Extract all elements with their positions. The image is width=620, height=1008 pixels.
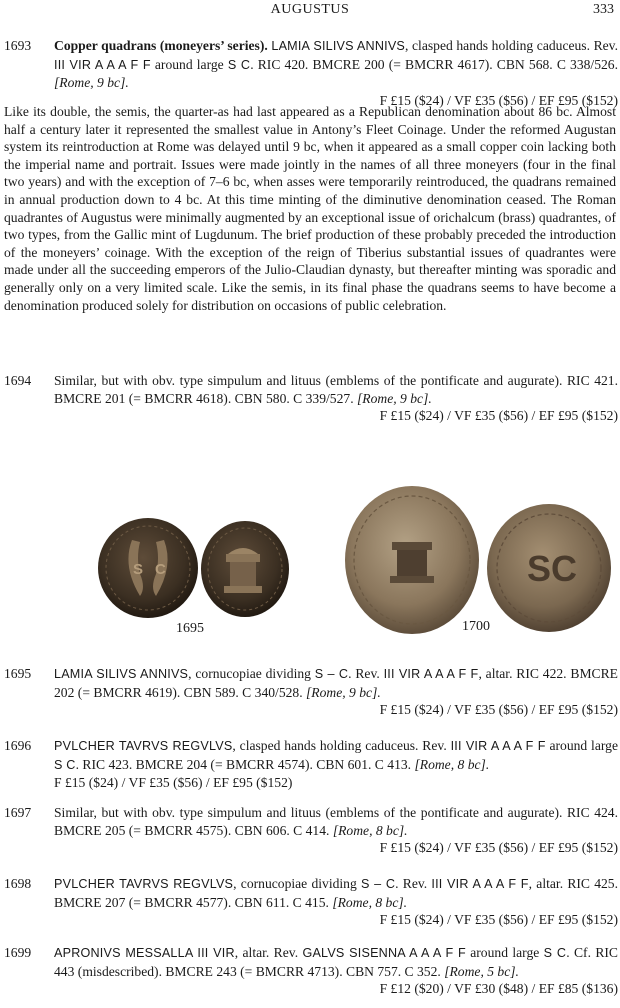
price-line: F £15 ($24) / VF £35 ($56) / EF £95 ($152) [379, 702, 618, 718]
entry-text: , cornucopiae dividing [233, 876, 361, 891]
entry-title: Copper quadrans (moneyers’ series). [54, 38, 268, 53]
entry-text: . Rev. [348, 666, 384, 681]
coin-1695-reverse [201, 521, 289, 617]
price-line: F £15 ($24) / VF £35 ($56) / EF £95 ($152) [379, 408, 618, 424]
entry-description [54, 875, 618, 929]
altar-icon [226, 554, 260, 562]
reverse-legend: III VIR A A A F F [54, 57, 151, 72]
entry-number: 1698 [4, 876, 32, 891]
entry-number: 1697 [4, 805, 32, 820]
entry-text: . RIC 423. BMCRE 204 (= BMCRR 4574). CBN 601. C 413. [75, 756, 415, 772]
price-line: F £12 ($20) / VF £30 ($48) / EF £85 ($136) [379, 981, 618, 997]
coin-1695-obverse [98, 518, 198, 618]
reverse-legend: III VIR A A A F F [450, 739, 546, 753]
entry-text: , clasped hands holding caduceus. Rev. [405, 38, 618, 53]
obverse-legend: PVLCHER TAVRVS REGVLVS [54, 739, 233, 753]
entry-text: Similar, but with obv. type simpulum and lituus (emblems of the pontificate and augurate). RIC 421. BMCRE 201 (= BMCRR 4618). CBN 580. C 339/527. [54, 373, 618, 406]
mint-date: [Rome, 8 bc]. [414, 756, 490, 772]
mint-date: [Rome, 8 bc]. [332, 894, 408, 910]
svg-text:S: S [133, 561, 144, 578]
obverse-legend: LAMIA SILIVS ANNIVS [54, 667, 189, 681]
mint-date: [Rome, 5 bc]. [444, 963, 519, 979]
reverse-legend: GALVS SISENNA A A A F F [302, 946, 466, 960]
entry-text: , cornucopiae dividing [188, 666, 315, 681]
entry-number: 1696 [4, 738, 32, 753]
mint-date: [Rome, 8 bc]. [332, 822, 408, 838]
mint-date: [Rome, 9 bc]. [306, 684, 381, 700]
entry-text: . RIC 420. BMCRE 200 (= BMCRR 4617). CBN 568. C 338/526. [250, 56, 618, 72]
price-line: F £15 ($24) / VF £35 ($56) / EF £95 ($152) [379, 92, 618, 108]
page-header [0, 0, 620, 20]
entry-description [54, 804, 618, 857]
entry-text: , altar. RIC 425. BMCRE 207 (= BMCRR 4577). CBN 611. C 415. [54, 876, 618, 910]
entry-text: , altar. RIC 422. BMCRE 202 (= BMCRR 4619). CBN 589. C 340/528. [54, 666, 618, 700]
entry-description [54, 737, 618, 792]
price-line: F £15 ($24) / VF £35 ($56) / EF £95 ($152) [54, 775, 293, 791]
reverse-legend: III VIR A A A F F [383, 667, 479, 681]
entry-text: around large [545, 738, 618, 753]
entry-description [54, 665, 618, 719]
catalogue-entry-1693 [4, 37, 618, 109]
entry-number: 1699 [4, 945, 32, 960]
field-legend: S – C [314, 667, 349, 681]
entry-text: Similar, but with obv. type simpulum and lituus (emblems of the pontificate and augurate). RIC 424. BMCRE 205 (= BMCRR 4575). CBN 606. C 414. [54, 805, 618, 838]
entry-number: 1695 [4, 666, 32, 681]
running-title: AUGUSTUS [270, 2, 350, 17]
obverse-legend: PVLCHER TAVRVS REGVLVS [54, 877, 234, 891]
coin-label-1695: 1695 [176, 621, 204, 636]
catalogue-entry-1696 [4, 737, 618, 792]
mint-date: [Rome, 9 bc]. [357, 390, 432, 406]
sc-legend: S C [227, 57, 251, 72]
mint-date: [Rome, 9 bc]. [54, 75, 129, 91]
entry-description [54, 37, 618, 109]
entry-text: around large [150, 56, 228, 72]
price-line: F £15 ($24) / VF £35 ($56) / EF £95 ($152) [379, 912, 618, 928]
obverse-legend: LAMIA SILIVS ANNIVS [271, 39, 406, 53]
sc-mark-icon: SC [527, 548, 578, 589]
svg-text:C: C [155, 561, 166, 578]
intro-paragraph: Like its double, the semis, the quarter-as had last appeared as a Republican denomination about 86 bc. Almost half a century later it represented the smallest value in Antony’s Fleet Coinage. Under the reformed Augustan system its reintroduction at Rome was delayed until 9 bc, when it appeared as a small copper coin lacking both the imperial name and portrait. Issues were made jointly in the names of all three moneyers (four in the final two years) and with the exception of 7–6 bc, when asses were temporarily reintroduced, the quadrans remained in annual production down to 4 bc. At this time minting of the diminutive denomination ceased. The Roman quadrantes of Augustus were minimally augmented by an exceptional issue of orichalcum (brass) quadrantes, of two types, from the Gallic mint of Lugdunum. The brief production of these probably preceded the introduction of the moneyers’ coinage. With the exception of the reign of Tiberius substantial issues of quadrantes were made under all the succeeding emperors of the Julio-Claudian dynasty, but thereafter minting was sporadic and generally only on a very limited scale. Like the semis, in its final phase the quadrans seems to have become a denomination produced solely for distribution on occasions of public celebration. [4, 104, 616, 313]
obverse-legend: APRONIVS MESSALLA III VIR [54, 946, 235, 960]
entry-text: , clasped hands holding caduceus. Rev. [232, 738, 451, 753]
coin-label-1700: 1700 [462, 619, 490, 634]
entry-text: . Cf. RIC 443 (misdescribed). BMCRE 243 (= BMCRR 4713). CBN 757. C 352. [54, 945, 618, 979]
field-legend: S – C [360, 877, 396, 891]
catalogue-entry-1697 [4, 804, 618, 857]
coin-1700-reverse [487, 504, 611, 632]
page-number: 333 [593, 2, 614, 17]
entry-text: . Rev. [395, 876, 432, 891]
entry-number: 1694 [4, 373, 32, 388]
reverse-legend: III VIR A A A F F [431, 877, 529, 891]
price-line: F £15 ($24) / VF £35 ($56) / EF £95 ($152) [379, 840, 618, 856]
coin-1700-obverse [345, 486, 479, 634]
entry-text: around large [465, 945, 544, 960]
entry-text: , altar. Rev. [234, 945, 303, 960]
catalogue-entry-1699 [4, 944, 618, 998]
coin-photographs [0, 478, 620, 648]
catalogue-entry-1695 [4, 665, 618, 719]
sc-legend: S C [54, 757, 76, 772]
sc-legend: S C [543, 946, 567, 960]
entry-description [54, 372, 618, 425]
catalogue-entry-1694 [4, 372, 618, 425]
entry-description [54, 944, 618, 998]
altar-icon [392, 542, 432, 550]
catalogue-entry-1698 [4, 875, 618, 929]
entry-number: 1693 [4, 38, 32, 53]
coin-photo-plate [0, 478, 620, 648]
